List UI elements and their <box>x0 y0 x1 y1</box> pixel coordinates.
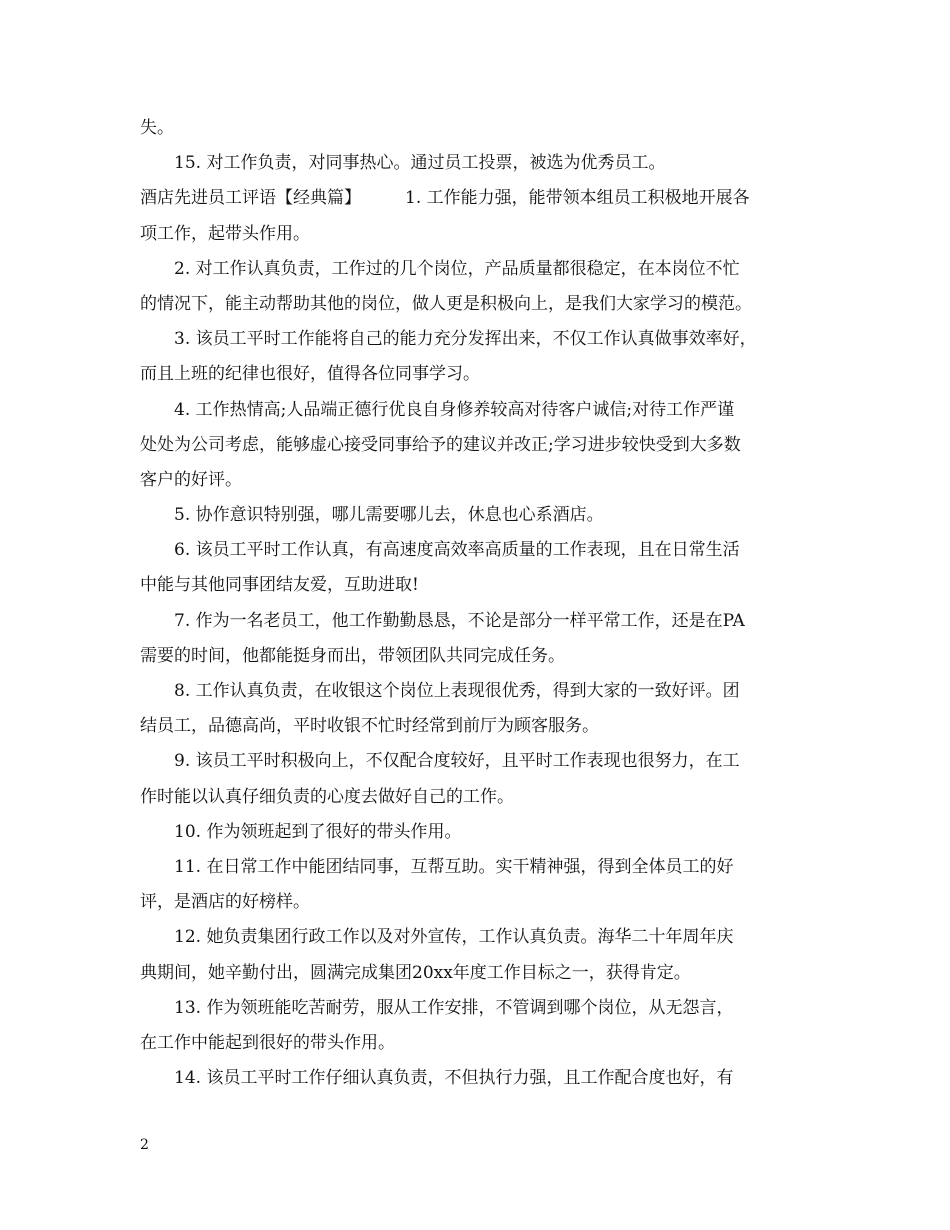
section-heading: 酒店先进员工评语【经典篇】 <box>140 188 361 209</box>
text-line: 典期间，她辛勤付出，圆满完成集团20xx年度工作目标之一，获得肯定。 <box>140 962 691 983</box>
text-line: 4. 工作热情高;人品端正德行优良自身修养较高对待客户诚信;对待工作严谨 <box>174 399 735 420</box>
document-body <box>140 111 812 1096</box>
text-line: 14. 该员工平时工作仔细认真负责，不但执行力强，且工作配合度也好，有 <box>174 1068 734 1089</box>
text-line: 客户的好评。 <box>140 469 242 490</box>
text-line: 12. 她负责集团行政工作以及对外宣传，工作认真负责。海华二十年周年庆 <box>174 927 734 948</box>
text-line: 在工作中能起到很好的带头作用。 <box>140 1032 395 1053</box>
text-line: 6. 该员工平时工作认真，有高速度高效率高质量的工作表现，且在日常生活 <box>174 540 740 561</box>
section-heading-line <box>140 181 812 216</box>
text-line: 5. 协作意识特别强，哪儿需要哪儿去，休息也心系酒店。 <box>174 505 604 526</box>
page-number: 2 <box>140 1137 149 1153</box>
text-line: 3. 该员工平时工作能将自己的能力充分发挥出来，不仅工作认真做事效率好， <box>174 329 757 350</box>
text-line: 评，是酒店的好榜样。 <box>140 892 310 913</box>
text-line: 13. 作为领班能吃苦耐劳，服从工作安排，不管调到哪个岗位，从无怨言， <box>174 997 734 1018</box>
text-line: 项工作，起带头作用。 <box>140 223 310 244</box>
text-line: 需要的时间，他都能挺身而出，带领团队共同完成任务。 <box>140 645 565 666</box>
text-line: 处处为公司考虑，能够虚心接受同事给予的建议并改正;学习进步较快受到大多数 <box>140 434 741 455</box>
text-line: 而且上班的纪律也很好，值得各位同事学习。 <box>140 364 480 385</box>
text-line: 的情况下，能主动帮助其他的岗位，做人更是积极向上，是我们大家学习的模范。 <box>140 293 752 314</box>
text-line: 结员工，品德高尚，平时收银不忙时经常到前厅为顾客服务。 <box>140 716 599 737</box>
text-line: 失。 <box>140 118 174 138</box>
text-line: 作时能以认真仔细负责的心度去做好自己的工作。 <box>140 786 514 807</box>
text-line: 9. 该员工平时积极向上，不仅配合度较好，且平时工作表现也很努力，在工 <box>174 751 740 772</box>
text-line: 11. 在日常工作中能团结同事，互帮互助。实干精神强，得到全体员工的好 <box>174 856 734 877</box>
text-line: 2. 对工作认真负责，工作过的几个岗位，产品质量都很稳定，在本岗位不忙 <box>174 258 740 279</box>
text-line: 中能与其他同事团结友爱，互助进取! <box>140 575 419 596</box>
text-line: 15. 对工作负责，对同事热心。通过员工投票，被选为优秀员工。 <box>174 153 666 174</box>
text-line: 7. 作为一名老员工，他工作勤勤恳恳，不论是部分一样平常工作，还是在PA <box>174 610 745 631</box>
text-line: 8. 工作认真负责，在收银这个岗位上表现很优秀，得到大家的一致好评。团 <box>174 681 740 701</box>
text-line: 1. 工作能力强，能带领本组员工积极地开展各 <box>405 188 750 209</box>
text-line: 10. 作为领班起到了很好的带头作用。 <box>174 821 462 842</box>
